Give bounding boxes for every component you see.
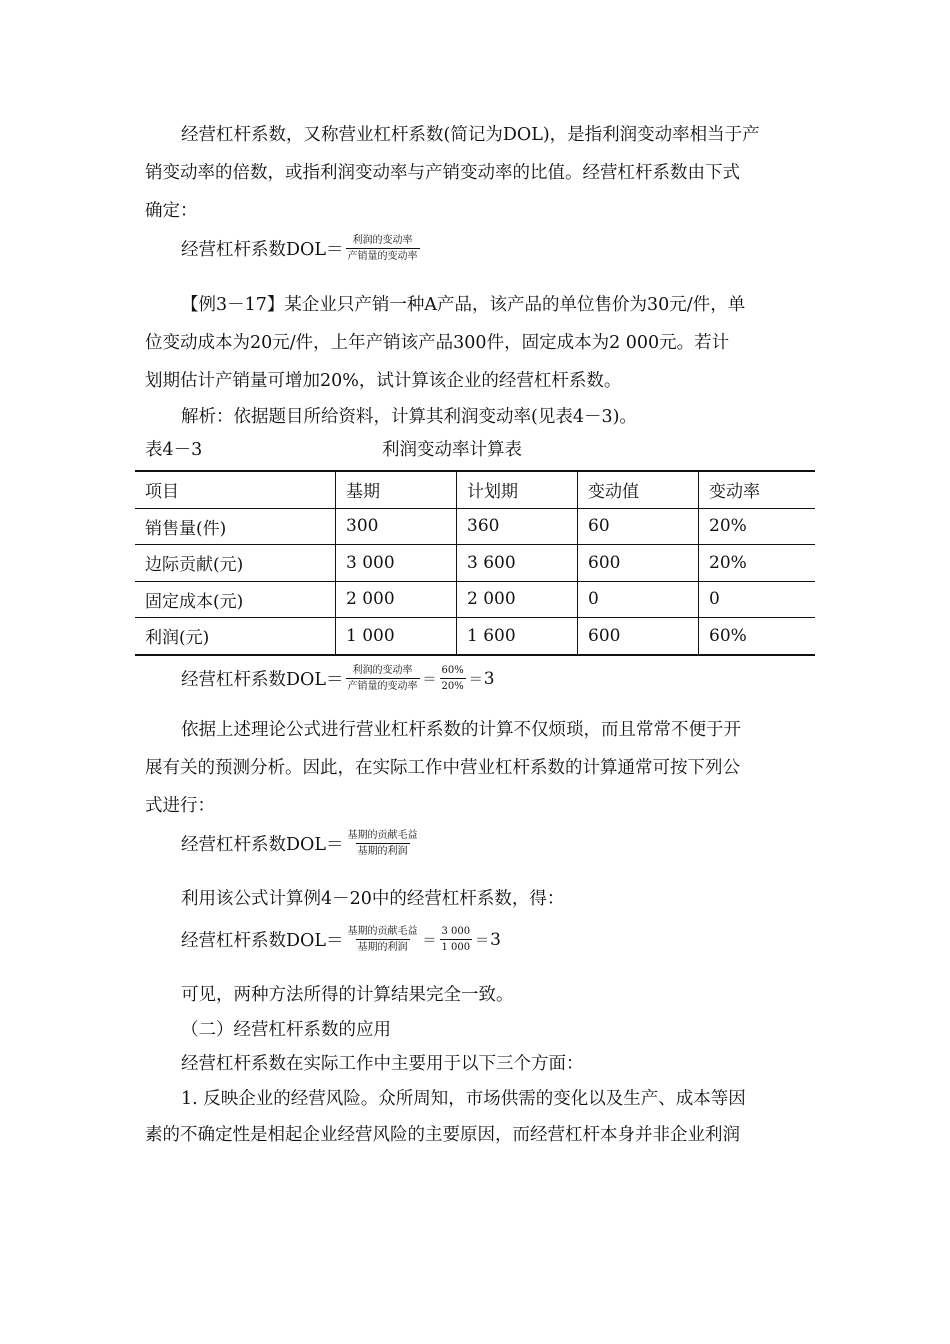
formula-dol-practical: [181, 829, 422, 858]
formula-lhs: 经营杠杆系数DOL＝: [181, 670, 344, 690]
formula-lhs: 经营杠杆系数DOL＝: [181, 931, 344, 951]
table-title: 利润变动率计算表: [382, 440, 522, 460]
equals-sign: ＝: [422, 932, 437, 949]
fraction: [440, 664, 466, 693]
numerator: 基期的贡献毛益: [347, 830, 418, 841]
table-cell: 2 000: [336, 581, 457, 618]
numerator: 利润的变动率: [352, 235, 413, 246]
formula-dol-computed: [181, 664, 495, 693]
table-row: [135, 618, 815, 655]
denominator: 1 000: [440, 939, 473, 954]
table-cell: 60%: [709, 625, 747, 646]
formula-dol-example: [181, 925, 501, 954]
formula-lhs: 经营杠杆系数DOL＝: [181, 835, 344, 855]
table-cell: 600: [578, 618, 699, 655]
paragraph-line: 经营杠杆系数在实际工作中主要用于以下三个方面：: [181, 1054, 584, 1074]
paragraph-line: 划期估计产销量可增加20%，试计算该企业的经营杠杆系数。: [145, 371, 622, 391]
formula-lhs: 经营杠杆系数DOL＝: [181, 240, 344, 260]
table-row: [135, 508, 815, 545]
table-row: [135, 545, 815, 582]
equals-sign: ＝: [422, 671, 437, 688]
table-cell: 0: [699, 581, 816, 618]
paragraph-line: 经营杠杆系数，又称营业杠杆系数(简记为DOL)，是指利润变动率相当于产: [181, 125, 760, 145]
denominator: 基期的利润: [356, 843, 410, 858]
paragraph-line: 素的不确定性是相起企业经营风险的主要原因，而经营杠杆本身并非企业利润: [145, 1125, 740, 1145]
paragraph-line: 位变动成本为20元/件，上年产销该产品300件，固定成本为2 000元。若计: [145, 333, 730, 353]
table-cell: 300: [336, 508, 457, 545]
table-header-cell: 基期: [336, 471, 457, 508]
denominator: 基期的利润: [356, 939, 410, 954]
profit-change-table: [135, 470, 815, 656]
table-cell: 1 600: [457, 618, 578, 655]
formula-result: 3: [483, 668, 495, 689]
table-cell: 0: [578, 581, 699, 618]
fraction: [346, 829, 420, 858]
fraction: [440, 925, 473, 954]
table-cell: 20%: [699, 508, 816, 545]
table-cell: 360: [457, 508, 578, 545]
table-cell: 600: [578, 545, 699, 582]
paragraph-line: 确定：: [145, 201, 198, 221]
fraction: [346, 664, 420, 693]
table-cell: 固定成本(元): [135, 581, 336, 618]
fraction: [346, 925, 420, 954]
numerator: 60%: [441, 665, 464, 676]
table-header-cell: 变动率: [699, 471, 816, 508]
table-cell: 3 600: [457, 545, 578, 582]
table-cell: 2 000: [457, 581, 578, 618]
table-row: [135, 581, 815, 618]
paragraph-line: 展有关的预测分析。因此，在实际工作中营业杠杆系数的计算通常可按下列公: [145, 758, 740, 778]
paragraph-line: 依据上述理论公式进行营业杠杆系数的计算不仅烦琐，而且常常不便于开: [181, 720, 741, 740]
denominator: 产销量的变动率: [346, 248, 420, 263]
paragraph-line: 利用该公式计算例4－20中的经营杠杆系数，得：: [181, 889, 565, 909]
table-cell: 3 000: [336, 545, 457, 582]
paragraph-line: 式进行：: [145, 796, 215, 816]
denominator: 产销量的变动率: [346, 678, 420, 693]
equals-sign: ＝: [475, 932, 490, 949]
table-header-row: [135, 471, 815, 508]
table-cell: 1 000: [336, 618, 457, 655]
equals-sign: ＝: [468, 671, 483, 688]
fraction: [346, 234, 420, 263]
formula-result: 3: [490, 929, 501, 950]
table-label: 表4－3: [145, 440, 203, 460]
table-header-cell: 项目: [135, 471, 336, 508]
paragraph-line: 【例3－17】某企业只产销一种A产品，该产品的单位售价为30元/件，单: [181, 295, 746, 315]
numerator: 基期的贡献毛益: [347, 926, 418, 937]
table-header-cell: 变动值: [578, 471, 699, 508]
denominator: 20%: [440, 678, 466, 693]
paragraph-line: 1. 反映企业的经营风险。众所周知，市场供需的变化以及生产、成本等因: [181, 1089, 746, 1109]
table-cell: 利润(元): [135, 618, 336, 655]
table-cell: 边际贡献(元): [135, 545, 336, 582]
table-cell: 销售量(件): [135, 508, 336, 545]
table-cell: 60: [578, 508, 699, 545]
paragraph-line: 解析：依据题目所给资料，计算其利润变动率(见表4－3)。: [181, 407, 637, 427]
section-heading: （二）经营杠杆系数的应用: [181, 1020, 391, 1040]
table-cell: 20%: [699, 545, 816, 582]
table-header-cell: 计划期: [457, 471, 578, 508]
formula-dol-definition: [181, 234, 422, 263]
numerator: 3 000: [441, 926, 471, 937]
paragraph-line: 销变动率的倍数，或指利润变动率与产销变动率的比值。经营杠杆系数由下式: [145, 163, 740, 183]
numerator: 利润的变动率: [352, 665, 413, 676]
paragraph-line: 可见，两种方法所得的计算结果完全一致。: [181, 985, 514, 1005]
